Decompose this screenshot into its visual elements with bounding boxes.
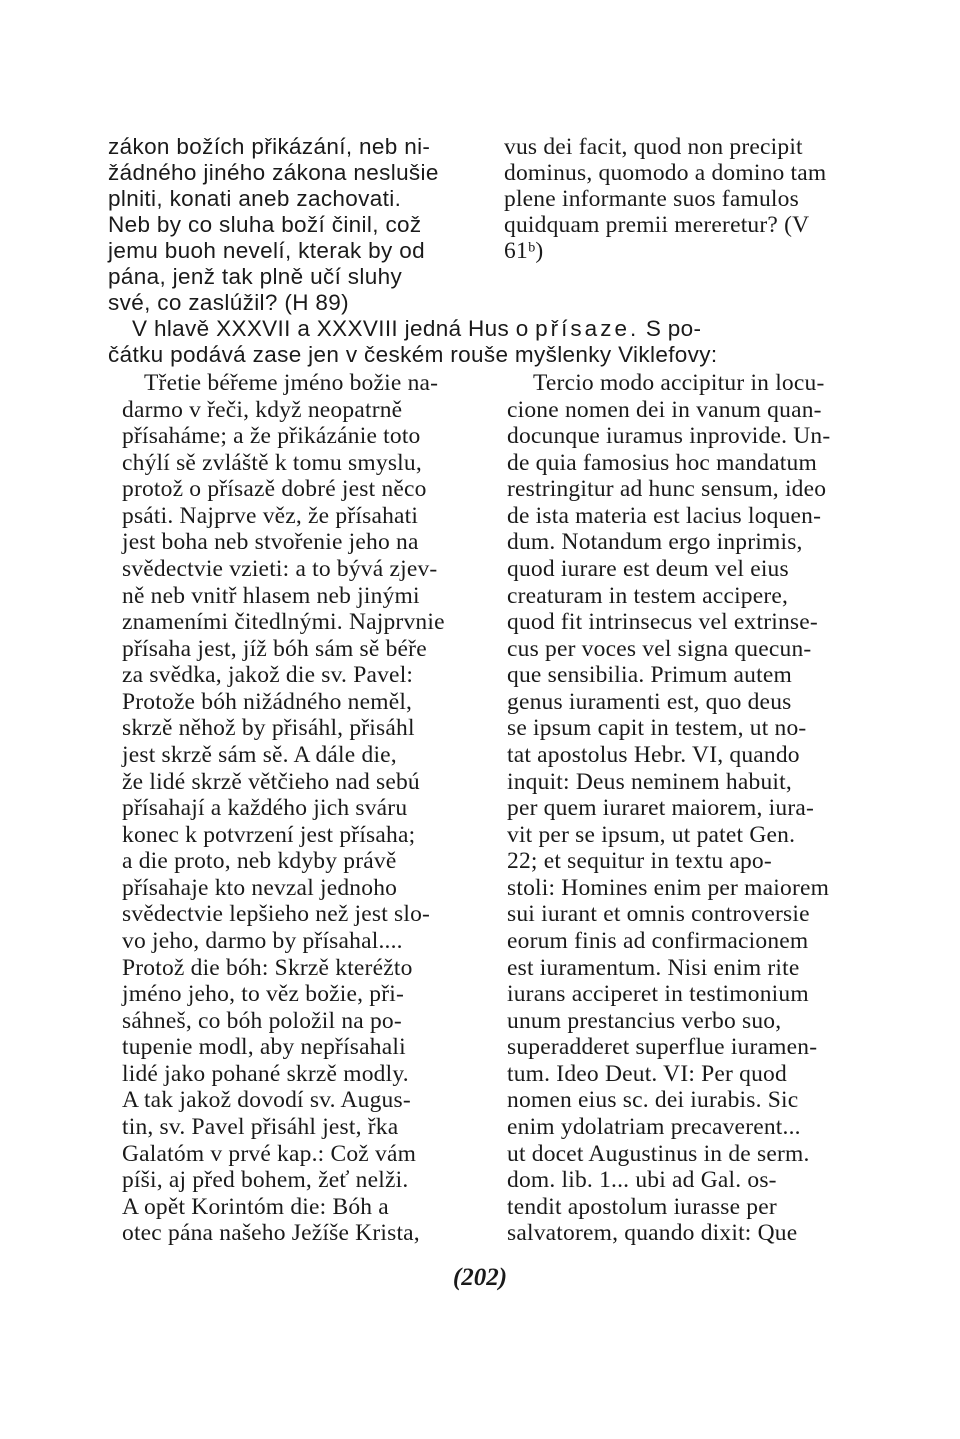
text-line: que sensibilia. Primum autem — [507, 662, 792, 689]
text-line: tupenie modl, aby nepřísahali — [122, 1034, 406, 1061]
text-line: pána, jenž tak plně učí sluhy — [108, 264, 403, 289]
text-line: jemu buoh nevelí, kterak by od — [108, 238, 425, 263]
text-line: protož o přísazě dobré jest něco — [122, 476, 427, 503]
text-line: vit per se ipsum, ut patet Gen. — [507, 821, 796, 848]
text-line: že lidé skrzě větčieho nad sebú — [122, 768, 420, 795]
text-line: stoli: Homines enim per maiorem — [507, 874, 830, 901]
text-line: přísahaje kto nevzal jednoho — [122, 874, 398, 901]
text-line: otec pána našeho Ježíše Krista, — [122, 1220, 420, 1247]
text-line: inquit: Deus neminem habuit, — [507, 768, 792, 795]
text-line: eorum finis ad confirmacionem — [507, 927, 809, 954]
paragraph-line-2: čátku podává zase jen v českém rouše myšlenky Viklefovy: — [108, 342, 718, 367]
text-line: vus dei facit, quod non precipit — [504, 134, 803, 160]
page-number: (202) — [452, 1264, 508, 1291]
text-line: dominus, quomodo a domino tam — [504, 160, 827, 186]
text-line: 61ᵇ) — [504, 238, 544, 264]
text-line: žádného jiného zákona neslušie — [108, 160, 439, 185]
text-line: Protože bóh nižádného neměl, — [122, 688, 413, 715]
text-line: jest skrzě sám sě. A dále die, — [122, 741, 397, 768]
text-line: Neb by co sluha boží činil, což — [108, 212, 422, 237]
text-line: Protož die bóh: Skrzě kteréžto — [122, 954, 413, 981]
text-line: vo jeho, darmo by přísahal.... — [122, 927, 403, 954]
text-line: jest boha neb stvořenie jeho na — [122, 529, 419, 556]
text-line: tat apostolus Hebr. VI, quando — [507, 741, 800, 768]
text-line: Galatóm v prvé kap.: Což vám — [122, 1140, 417, 1167]
text-line: přísaha jest, jíž bóh sám sě béře — [122, 635, 427, 662]
text-line: jméno jeho, to věz božie, při- — [122, 981, 405, 1008]
text-line: znameními čitedlnými. Najprvnie — [122, 609, 445, 636]
text-line: Tercio modo accipitur in locu- — [533, 370, 825, 396]
paragraph-line-1-start: V hlavě XXXVII a XXXVIII jedná Hus o — [132, 316, 529, 341]
text-line: ut docet Augustinus in de serm. — [507, 1140, 810, 1167]
text-line: lidé jako pohané skrzě modly. — [122, 1060, 409, 1087]
text-line: A opět Korintóm die: Bóh a — [122, 1193, 389, 1220]
text-line: sui iurant et omnis controversie — [507, 901, 810, 928]
text-line: de ista materia est lacius loquen- — [507, 502, 822, 529]
text-line: přísaháme; a že přikázánie toto — [122, 423, 421, 450]
text-line: iurans acciperet in testimonium — [507, 981, 809, 1008]
text-line: svědectvie lepšieho než jest slo- — [122, 901, 431, 928]
text-line: cione nomen dei in vanum quan- — [507, 396, 822, 423]
text-line: tum. Ideo Deut. VI: Per quod — [507, 1060, 787, 1087]
text-line: de quia famosius hoc mandatum — [507, 449, 817, 476]
text-line: creaturam in testem accipere, — [507, 582, 789, 609]
text-line: skrzě něhož by přisáhl, přisáhl — [122, 715, 415, 742]
text-line: plniti, konati aneb zachovati. — [108, 186, 402, 211]
text-line: restringitur ad hunc sensum, ideo — [507, 476, 827, 503]
text-line: darmo v řeči, když neopatrně — [122, 396, 403, 423]
text-line: salvatorem, quando dixit: Que — [507, 1220, 798, 1247]
text-line: est iuramentum. Nisi enim rite — [507, 954, 800, 981]
text-line: Třetie béřeme jméno božie na- — [144, 370, 439, 396]
text-line: svědectvie vzieti: a to bývá zjev- — [122, 555, 438, 582]
text-line: zákon božích přikázání, neb ni- — [108, 134, 431, 159]
text-line: A tak jakož dovodí sv. Augus- — [122, 1087, 411, 1114]
text-line: přísahají a každého jich sváru — [122, 795, 408, 822]
text-line: se ipsum capit in testem, ut no- — [507, 715, 807, 742]
text-line: genus iuramenti est, quo deus — [507, 688, 792, 715]
text-line: a die proto, neb kdyby právě — [122, 848, 397, 875]
text-line: psáti. Najprve věz, že přísahati — [122, 502, 419, 529]
text-line: chýlí sě zvláště k tomu smyslu, — [122, 449, 422, 476]
text-line: tin, sv. Pavel přisáhl jest, řka — [122, 1113, 399, 1140]
text-line: docunque iuramus inprovide. Un- — [507, 423, 831, 450]
text-line: za svědka, jakož die sv. Pavel: — [122, 662, 414, 689]
text-line: 22; et sequitur in textu apo- — [507, 848, 772, 875]
text-line: sáhneš, co bóh položil na po- — [122, 1007, 402, 1034]
text-line: nomen eius sc. dei iurabis. Sic — [507, 1087, 799, 1114]
text-line: quod fit intrinsecus vel extrinse- — [507, 609, 818, 636]
text-line: tendit apostolum iurasse per — [507, 1193, 777, 1220]
text-line: superadderet superflue iuramen- — [507, 1034, 818, 1061]
text-line: své, co zaslúžil? (H 89) — [108, 290, 349, 315]
text-line: quod iurare est deum vel eius — [507, 555, 789, 582]
text-line: píši, aj před bohem, žeť nelži. — [122, 1167, 409, 1194]
paragraph-line-1-end: S po- — [645, 316, 702, 341]
text-line: quidquam premii mereretur? (V — [504, 212, 810, 238]
text-line: ně neb vnitř hlasem neb jinými — [122, 582, 420, 609]
emphasized-word: přísaze. — [535, 316, 640, 341]
text-line: cus per voces vel signa quecun- — [507, 635, 812, 662]
text-line: unum prestancius verbo suo, — [507, 1007, 782, 1034]
text-line: dum. Notandum ergo inprimis, — [507, 529, 803, 556]
text-line: konec k potvrzení jest přísaha; — [122, 821, 416, 848]
text-line: plene informante suos famulos — [504, 186, 799, 212]
text-line: dom. lib. 1... ubi ad Gal. os- — [507, 1167, 777, 1194]
paragraph-line-1 — [132, 316, 701, 342]
text-line: enim ydolatriam precaverent... — [507, 1113, 801, 1140]
text-line: per quem iuraret maiorem, iura- — [507, 795, 814, 822]
